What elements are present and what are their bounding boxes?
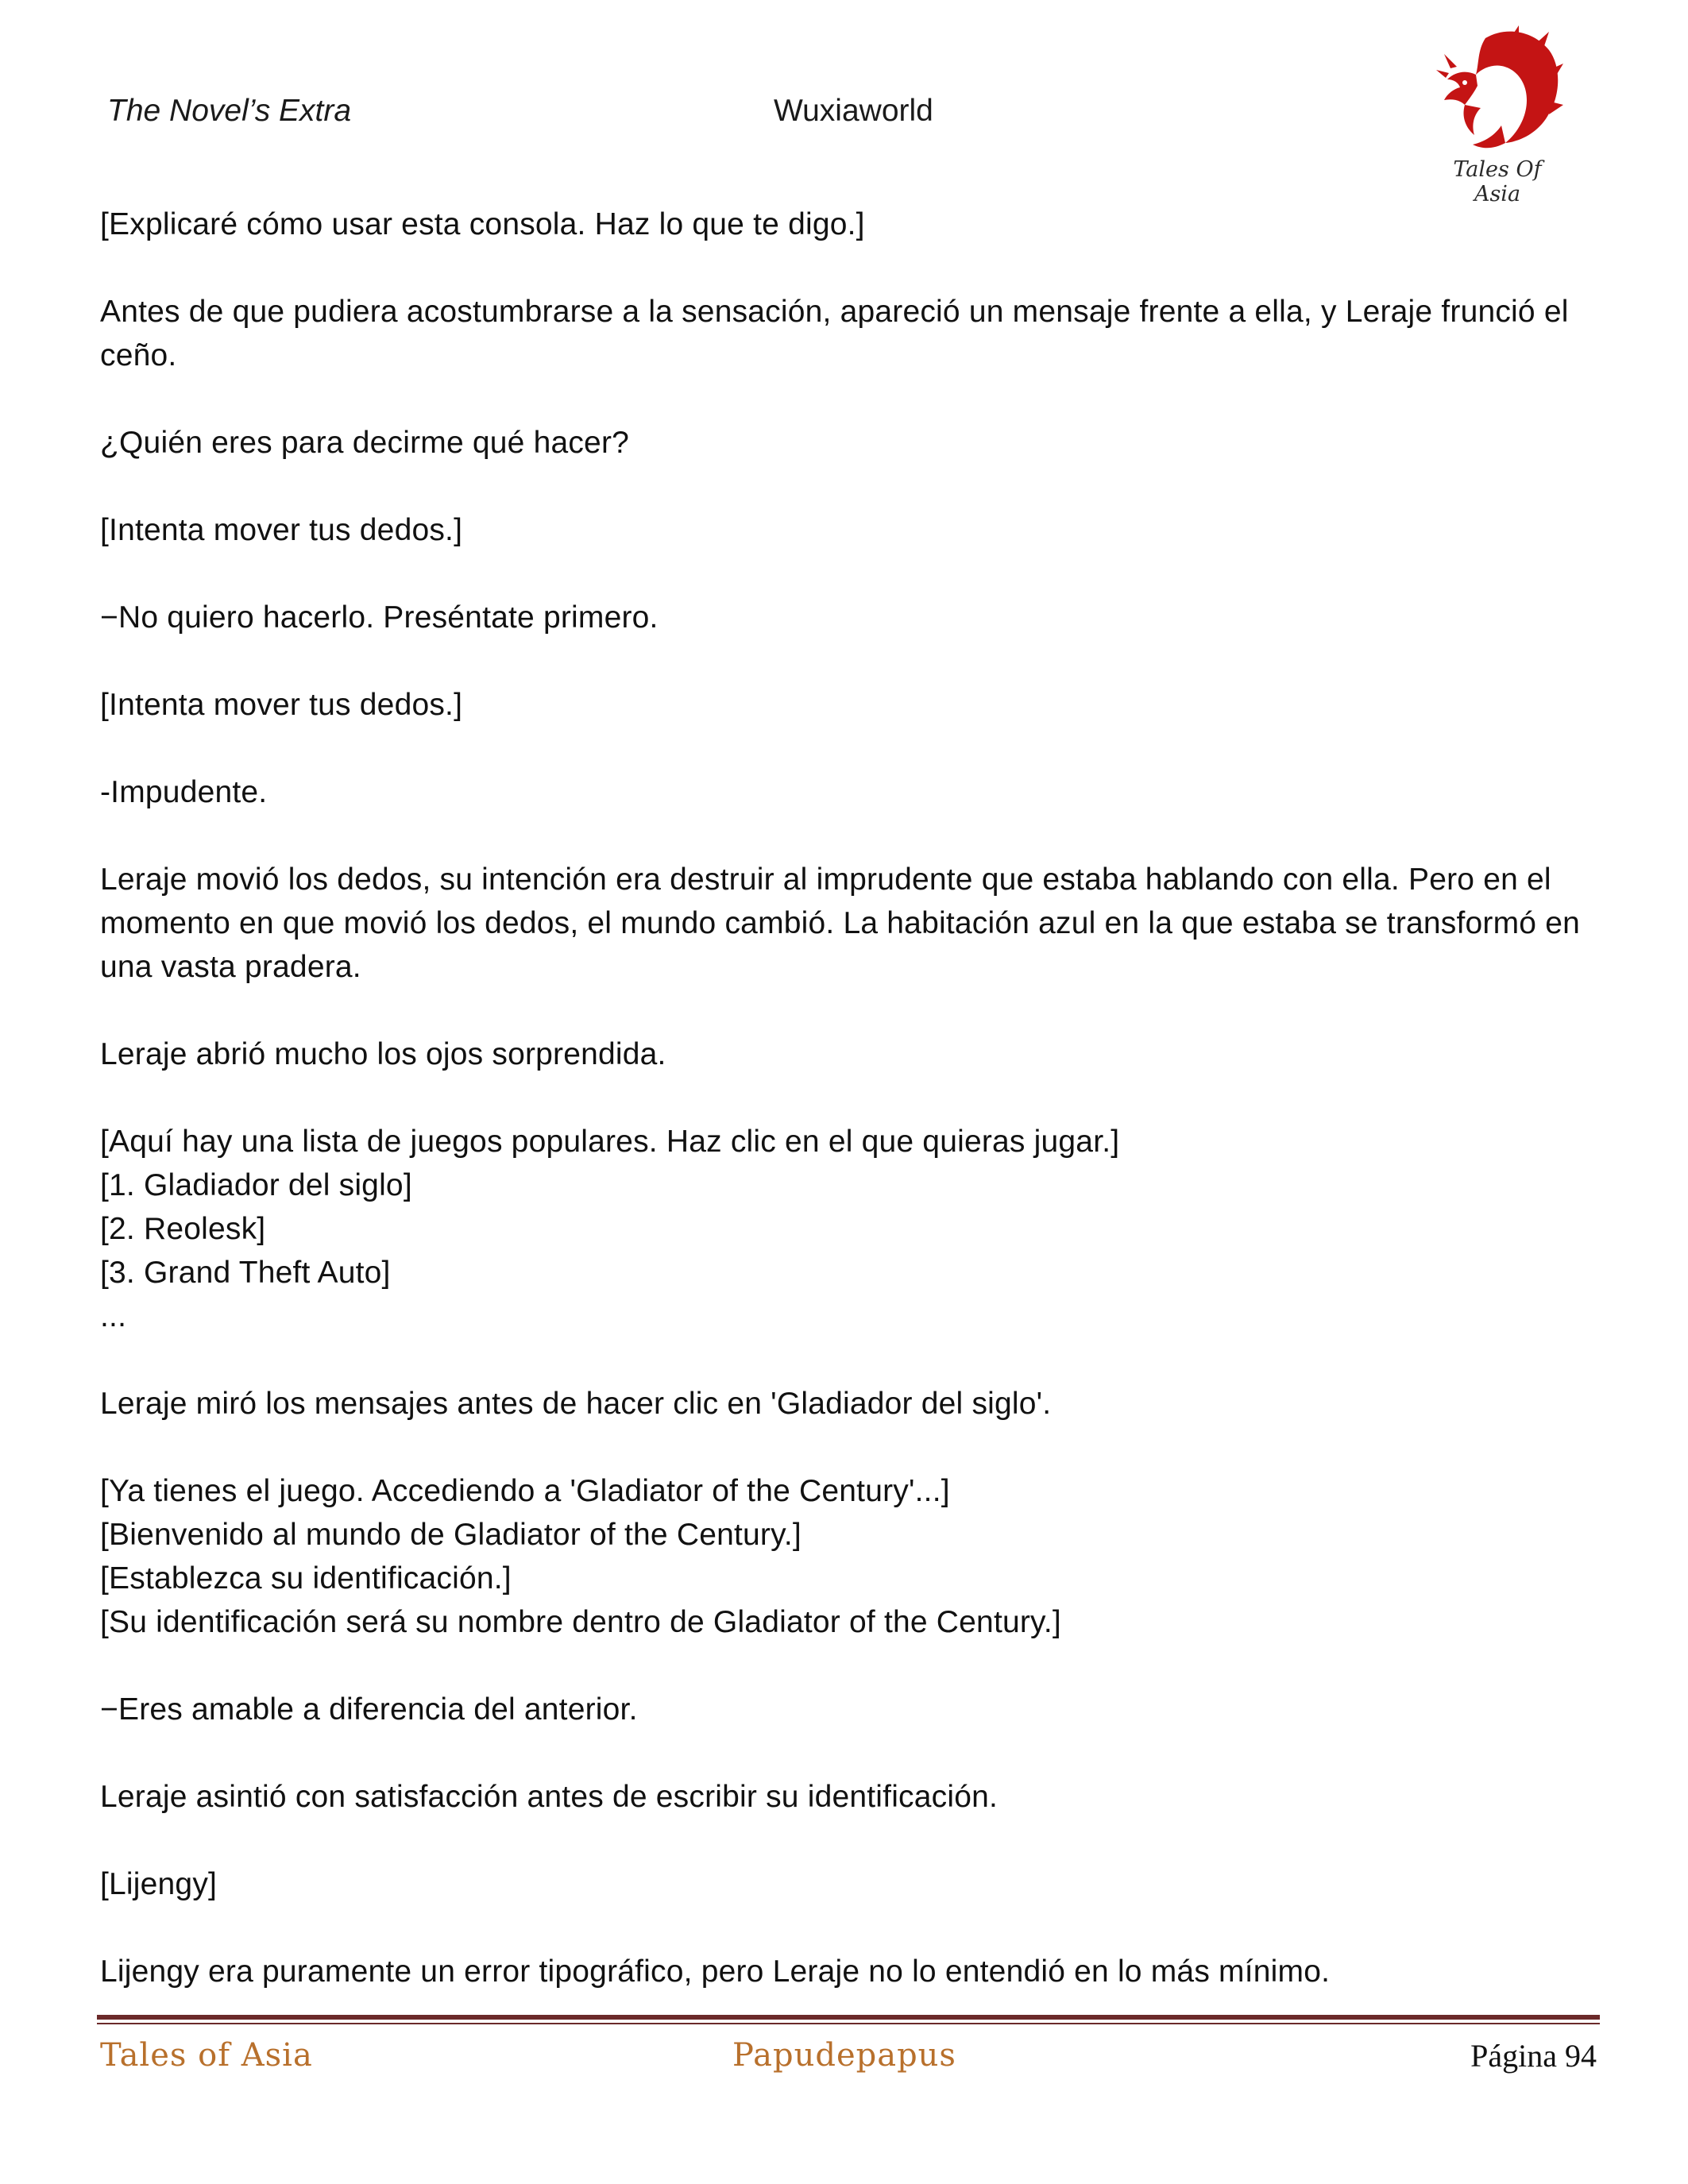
footer-translator: Papudepapus [732, 2037, 956, 2074]
paragraph: -Impudente. [100, 775, 268, 809]
paragraph: [Su identificación será su nombre dentro de Gladiator of the Century.] [100, 1605, 1061, 1639]
chapter-body [100, 203, 1593, 2037]
paragraph: −No quiero hacerlo. Preséntate primero. [100, 600, 659, 635]
paragraph: [Bienvenido al mundo de Gladiator of the Century.] [100, 1518, 802, 1552]
paragraph: [2. Reolesk] [100, 1212, 266, 1246]
dragon-icon [1430, 22, 1565, 161]
footer-publisher: Tales of Asia [100, 2037, 313, 2074]
paragraph: Antes de que pudiera acostumbrarse a la sensación, apareció un mensaje frente a ella, y Leraje frunció el ceño. [100, 295, 1569, 372]
header-source: Wuxiaworld [774, 94, 933, 128]
paragraph: Leraje miró los mensajes antes de hacer clic en 'Gladiador del siglo'. [100, 1387, 1052, 1421]
paragraph: ... [100, 1299, 127, 1333]
paragraph: [1. Gladiador del siglo] [100, 1168, 412, 1202]
paragraph: [Establezca su identificación.] [100, 1561, 512, 1596]
paragraph: [Intenta mover tus dedos.] [100, 688, 463, 722]
paragraph: −Eres amable a diferencia del anterior. [100, 1692, 638, 1727]
logo-caption: Tales Of Asia [1453, 157, 1542, 206]
paragraph: [Lijengy] [100, 1867, 218, 1901]
paragraph: [3. Grand Theft Auto] [100, 1256, 391, 1290]
paragraph: Leraje abrió mucho los ojos sorprendida. [100, 1037, 666, 1071]
paragraph: Leraje movió los dedos, su intención era destruir al imprudente que estaba hablando con ella. Pero en el momento en que movió los dedos, el mundo cambió. La habitación azul en la que estaba se transformó en una vasta pradera. [100, 862, 1580, 984]
paragraph: Leraje asintió con satisfacción antes de escribir su identificación. [100, 1780, 999, 1814]
paragraph: Lijengy era puramente un error tipográfico, pero Leraje no lo entendió en lo más mínimo. [100, 1954, 1331, 1989]
tales-of-asia-logo [1430, 22, 1565, 206]
paragraph: [Explicaré cómo usar esta consola. Haz lo que te digo.] [100, 207, 865, 241]
paragraph: ¿Quién eres para decirme qué hacer? [100, 426, 630, 460]
paragraph: [Ya tienes el juego. Accediendo a 'Gladiator of the Century'...] [100, 1474, 950, 1508]
header-book-title: The Novel’s Extra [107, 94, 352, 128]
page-number: Página 94 [1470, 2038, 1597, 2074]
footer-divider [97, 2015, 1600, 2024]
paragraph: [Intenta mover tus dedos.] [100, 513, 463, 547]
paragraph: [Aquí hay una lista de juegos populares. Haz clic en el que quieras jugar.] [100, 1125, 1120, 1159]
